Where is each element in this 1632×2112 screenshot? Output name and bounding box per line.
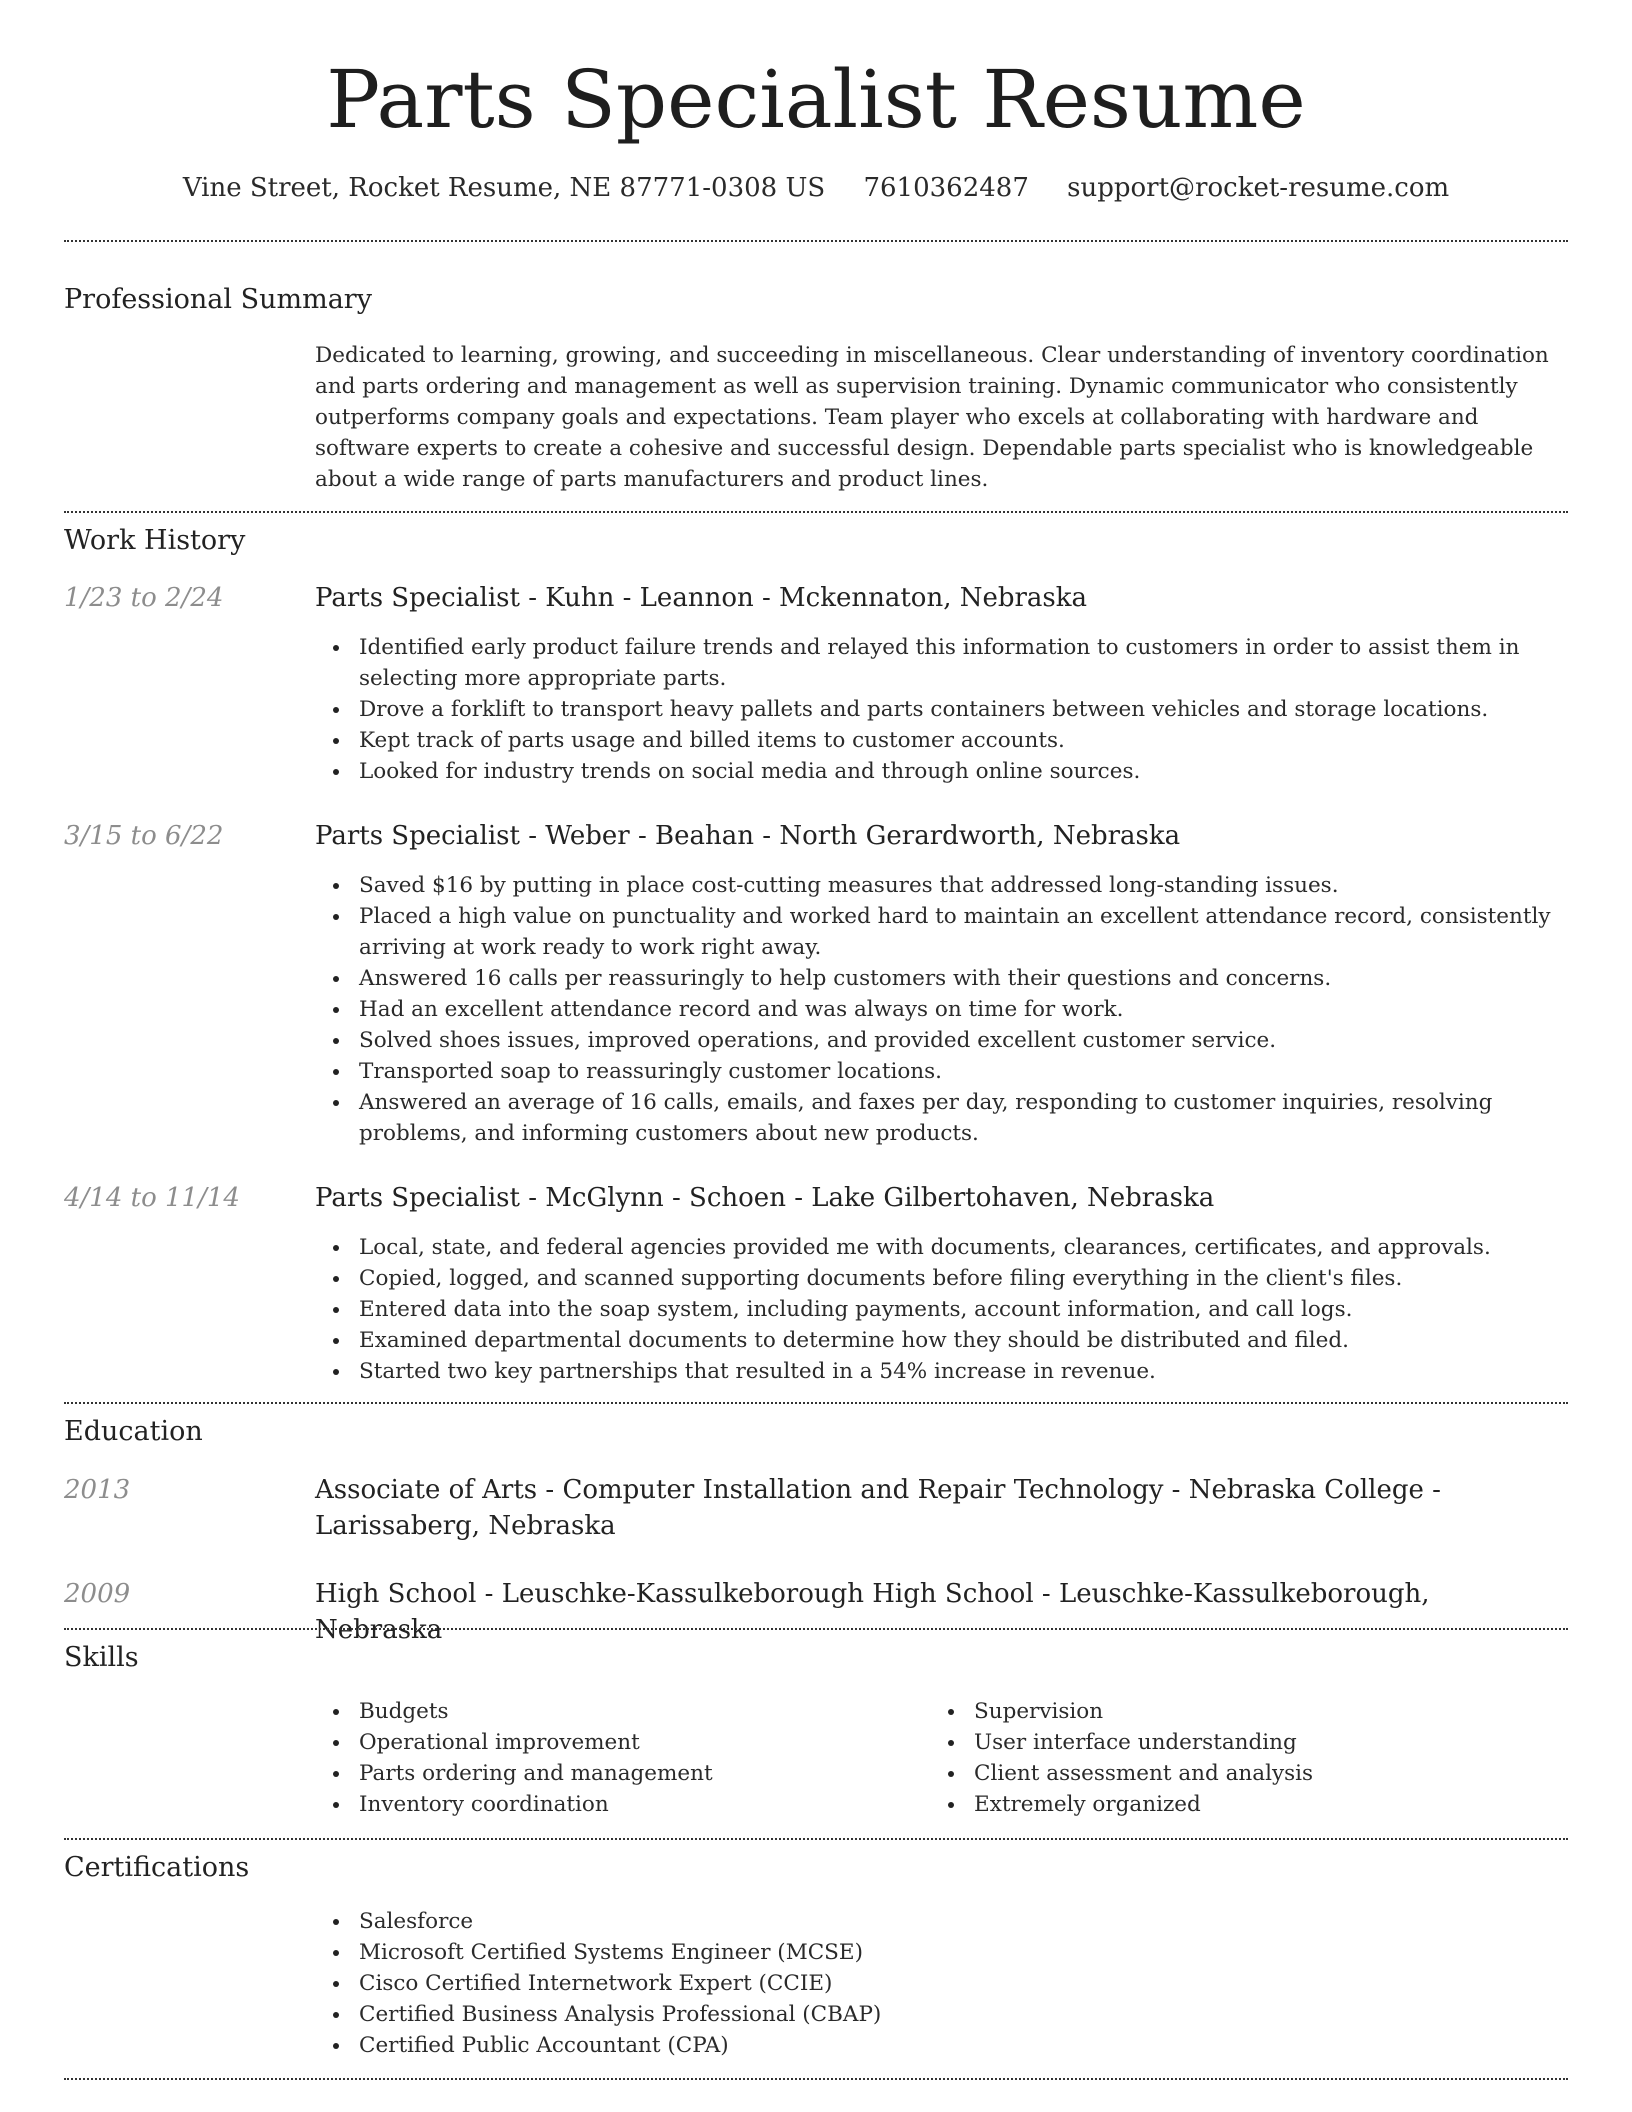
education-year: 2013 bbox=[64, 1475, 131, 1505]
job-heading: Parts Specialist - McGlynn - Schoen - Lake Gilbertohaven, Nebraska bbox=[315, 1183, 1215, 1213]
work-history-heading: Work History bbox=[64, 525, 246, 556]
contact-line bbox=[0, 170, 1632, 206]
skills-heading: Skills bbox=[64, 1642, 139, 1673]
job-heading: Parts Specialist - Kuhn - Leannon - Mckennaton, Nebraska bbox=[315, 583, 1088, 613]
list-item: Entered data into the soap system, including payments, account information, and call logs. bbox=[359, 1294, 1599, 1325]
summary-heading: Professional Summary bbox=[64, 284, 372, 315]
summary-text: Dedicated to learning, growing, and succeeding in miscellaneous. Clear understanding of inventory coordination and parts ordering and management as well as supervision training. Dynamic communicator who consistently outperforms company goals and expectations. Team player who excels at collaborating with hardware and software experts to create a cohesive and successful design. Dependable parts specialist who is knowledgeable about a wide range of parts manufacturers and product lines. bbox=[315, 343, 1549, 492]
list-item: Salesforce bbox=[359, 1906, 1599, 1937]
education-heading-entry: Associate of Arts - Computer Installation and Repair Technology - Nebraska College - Larissaberg, Nebraska bbox=[315, 1475, 1441, 1541]
list-item: Parts ordering and management bbox=[359, 1758, 919, 1789]
list-item: Client assessment and analysis bbox=[974, 1758, 1534, 1789]
list-item: Certified Public Accountant (CPA) bbox=[359, 2030, 1599, 2061]
list-item: Copied, logged, and scanned supporting documents before filing everything in the client's files. bbox=[359, 1263, 1599, 1294]
contact-email: support@rocket-resume.com bbox=[1067, 173, 1450, 203]
section-divider bbox=[64, 1628, 1568, 1630]
education-year: 2009 bbox=[64, 1579, 131, 1609]
list-item: Extremely organized bbox=[974, 1789, 1534, 1820]
job-heading: Parts Specialist - Weber - Beahan - North Gerardworth, Nebraska bbox=[315, 821, 1181, 851]
certifications-heading: Certifications bbox=[64, 1852, 250, 1883]
job-dates: 4/14 to 11/14 bbox=[64, 1183, 240, 1213]
job-dates: 1/23 to 2/24 bbox=[64, 583, 224, 613]
list-item: Placed a high value on punctuality and worked hard to maintain an excellent attendance record, consistently arriving at work ready to work right away. bbox=[359, 901, 1599, 963]
list-item: Certified Business Analysis Professional (CBAP) bbox=[359, 1999, 1599, 2030]
section-divider bbox=[64, 2078, 1568, 2080]
list-item: Transported soap to reassuringly customer locations. bbox=[359, 1056, 1599, 1087]
section-divider bbox=[64, 1402, 1568, 1404]
list-item: Inventory coordination bbox=[359, 1789, 919, 1820]
list-item: Kept track of parts usage and billed items to customer accounts. bbox=[359, 725, 1599, 756]
list-item: User interface understanding bbox=[974, 1727, 1534, 1758]
skills-list-left bbox=[315, 1696, 919, 1820]
section-divider bbox=[64, 240, 1568, 242]
list-item: Solved shoes issues, improved operations, and provided excellent customer service. bbox=[359, 1025, 1599, 1056]
section-divider bbox=[64, 511, 1568, 513]
skills-list-right bbox=[930, 1696, 1534, 1820]
job-bullets bbox=[315, 632, 1599, 787]
section-divider bbox=[64, 1838, 1568, 1840]
list-item: Drove a forklift to transport heavy pallets and parts containers between vehicles and storage locations. bbox=[359, 694, 1599, 725]
list-item: Examined departmental documents to determine how they should be distributed and filed. bbox=[359, 1325, 1599, 1356]
certifications-list bbox=[315, 1906, 1599, 2061]
resume-title: Parts Specialist Resume bbox=[326, 53, 1306, 146]
list-item: Local, state, and federal agencies provided me with documents, clearances, certificates, and approvals. bbox=[359, 1232, 1599, 1263]
list-item: Saved $16 by putting in place cost-cutting measures that addressed long-standing issues. bbox=[359, 870, 1599, 901]
contact-phone: 7610362487 bbox=[863, 173, 1029, 203]
job-bullets bbox=[315, 1232, 1599, 1387]
list-item: Started two key partnerships that resulted in a 54% increase in revenue. bbox=[359, 1356, 1599, 1387]
contact-address: Vine Street, Rocket Resume, NE 87771-0308 US bbox=[182, 173, 826, 203]
list-item: Operational improvement bbox=[359, 1727, 919, 1758]
list-item: Cisco Certified Internetwork Expert (CCIE) bbox=[359, 1968, 1599, 1999]
list-item: Answered 16 calls per reassuringly to help customers with their questions and concerns. bbox=[359, 963, 1599, 994]
list-item: Identified early product failure trends and relayed this information to customers in order to assist them in selecting more appropriate parts. bbox=[359, 632, 1599, 694]
list-item: Microsoft Certified Systems Engineer (MCSE) bbox=[359, 1937, 1599, 1968]
list-item: Supervision bbox=[974, 1696, 1534, 1727]
education-heading: Education bbox=[64, 1416, 203, 1447]
job-dates: 3/15 to 6/22 bbox=[64, 821, 224, 851]
job-bullets bbox=[315, 870, 1599, 1149]
list-item: Had an excellent attendance record and was always on time for work. bbox=[359, 994, 1599, 1025]
list-item: Budgets bbox=[359, 1696, 919, 1727]
education-heading-entry: High School - Leuschke-Kassulkeborough High School - Leuschke-Kassulkeborough, Nebraska bbox=[315, 1579, 1430, 1645]
list-item: Looked for industry trends on social media and through online sources. bbox=[359, 756, 1599, 787]
list-item: Answered an average of 16 calls, emails, and faxes per day, responding to customer inquiries, resolving problems, and informing customers about new products. bbox=[359, 1087, 1599, 1149]
